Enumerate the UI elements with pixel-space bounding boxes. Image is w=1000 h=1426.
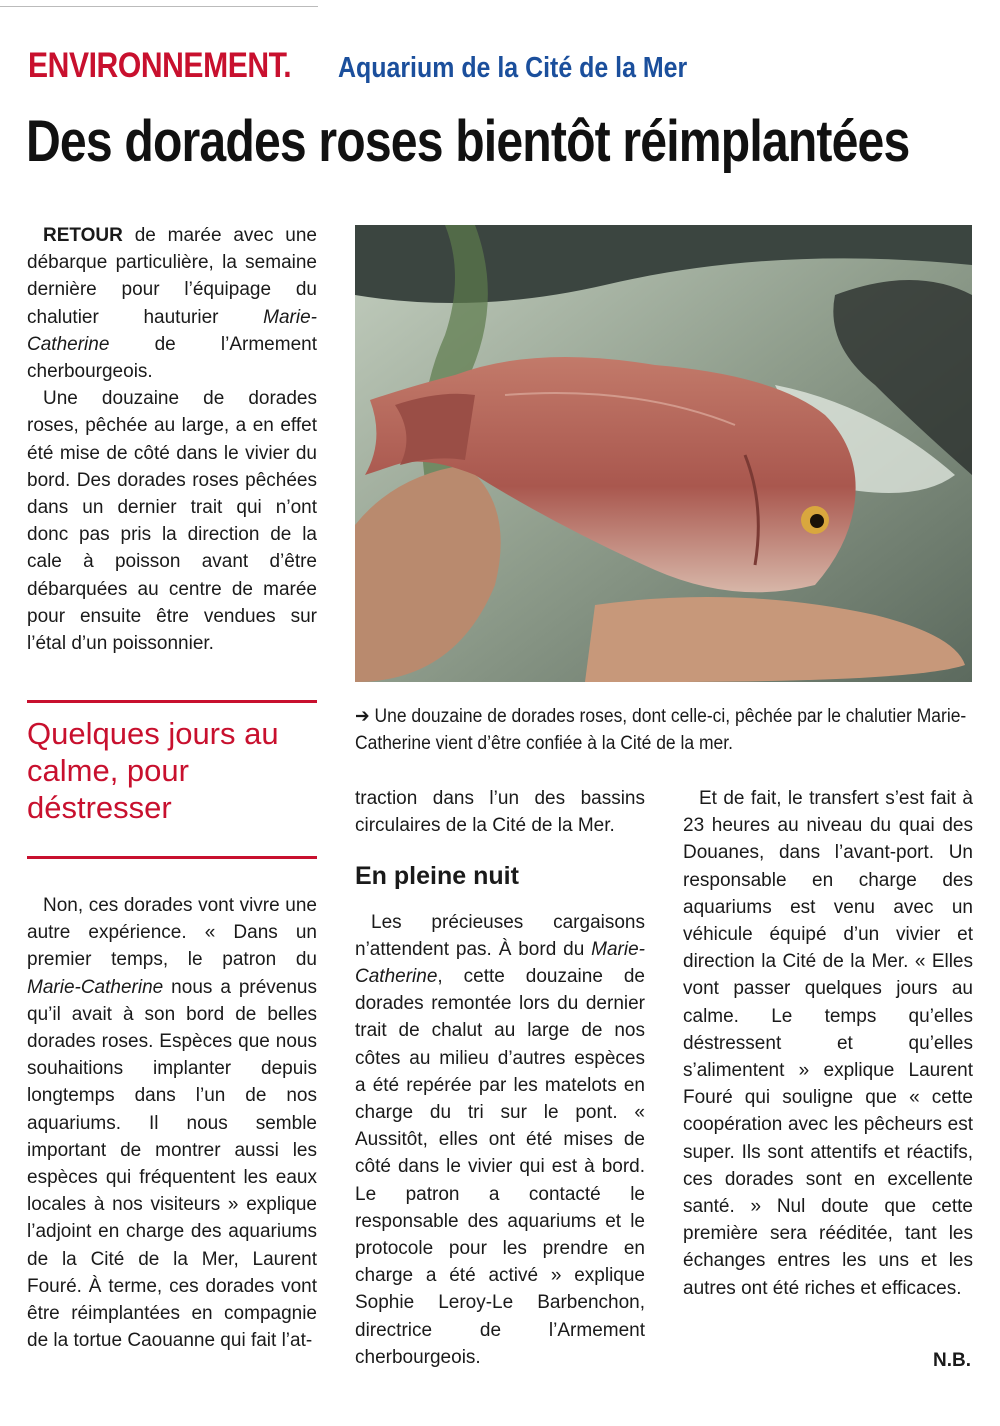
intro-text-end: de l’Armement cherbourgeois.	[27, 333, 317, 383]
author-signature: N.B.	[933, 1350, 971, 1371]
body-text-cont: nous a prévenus qu’il avait à son bord de belles dorades roses. Espèces que nous souhaitions implanter depuis longtemps dans l’un de nos aquariums. Il nous semble important de montrer aussi les espèces qui fréquentent les eaux locales à nos visiteurs » explique l’adjoint en charge des aquariums de la Cité de la Mer, Laurent Fouré. À terme, ces dorades vont être réimplantées en compagnie de la tortue Caouanne qui fait l’at-	[27, 976, 317, 1352]
body-column-2	[355, 785, 645, 1371]
photo-caption	[355, 703, 971, 757]
ship-name: Marie-Catherine	[355, 938, 645, 988]
body-paragraph-3: Et de fait, le transfert s’est fait à 23 heures au niveau du quai des Douanes, dans l’avant-port. Un responsable en charge des aquariums est venu avec un véhicule équipé d’un vivier et direction la Cité de la Mer. « Elles vont passer quelques jours au calme. Le temps qu’elles déstressent et qu’elles s’alimentent » explique Laurent Fouré qui souligne que « cette coopération avec les pêcheurs est super. Ils sont attentifs et réactifs, ces dorades sont en excellente santé. » Nul doute que cette première sera rééditée, tant les échanges entres les uns et les autres ont été riches et efficaces.	[683, 788, 973, 1299]
intro-column	[27, 222, 317, 657]
body-text: Les précieuses cargaisons n’attendent pas. À bord du	[355, 911, 645, 960]
body-column-3	[683, 785, 973, 1302]
body-text: Non, ces dorades vont vivre une autre expérience. « Dans un premier temps, le patron du	[27, 895, 317, 971]
section-subtitle: Aquarium de la Cité de la Mer	[338, 52, 688, 84]
red-seabream-photo	[355, 225, 972, 682]
continued-paragraph: traction dans l’un des bassins circulaires de la Cité de la Mer.	[355, 788, 645, 837]
section-rubric: ENVIRONNEMENT.	[28, 46, 292, 85]
article-headline: Des dorades roses bientôt réimplantées	[26, 109, 910, 174]
body-paragraph-1	[27, 892, 317, 1354]
intro-paragraph	[27, 222, 317, 385]
intertitle: Quelques jours au calme, pour déstresser	[27, 716, 279, 825]
ship-name: Marie-Catherine	[27, 306, 317, 355]
fish-photo	[355, 225, 972, 682]
body-paragraph-2	[355, 909, 645, 1371]
page-top-rule	[0, 0, 318, 7]
body-column-1	[27, 892, 317, 1354]
lead-word: RETOUR	[43, 225, 123, 246]
intro-paragraph-2: Une douzaine de dorades roses, pêchée au large, a en effet été mise de côté dans le vivier du bord. Des dorades roses pêchées dans un dernier trait qui n’ont donc pas pris la direction de la cale à poisson avant d’être débarquées au centre de marée pour ensuite être vendues sur l’étal d’un poissonnier.	[27, 388, 317, 655]
intertitle-top-rule	[27, 700, 317, 703]
ship-name: Marie-Catherine	[27, 976, 164, 998]
intro-text: de marée avec une débarque particulière, la semaine dernière pour l’équipage du chalutier hauturier	[27, 225, 317, 328]
article-kicker	[28, 46, 688, 85]
arrow-icon: ➔	[355, 706, 370, 727]
body-text-cont: , cette douzaine de dorades remontée lors du dernier trait de chalut au large de nos côtes au milieu d’autres espèces a été repérée par les matelots en charge du tri sur le pont. « Aussitôt, elles ont été mises de côté dans le vivier qui est à bord. Le patron a contacté le responsable des aquariums et le protocole pour les prendre en charge a été activé » explique Sophie Leroy-Le Barbenchon, directrice de l’Armement cherbourgeois.	[355, 966, 645, 1368]
subheading: En pleine nuit	[355, 862, 519, 891]
intertitle-bottom-rule	[27, 856, 317, 859]
caption-text: Une douzaine de dorades roses, dont celle-ci, pêchée par le chalutier Marie-Catherine vient d’être confiée à la Cité de la mer.	[355, 706, 967, 754]
